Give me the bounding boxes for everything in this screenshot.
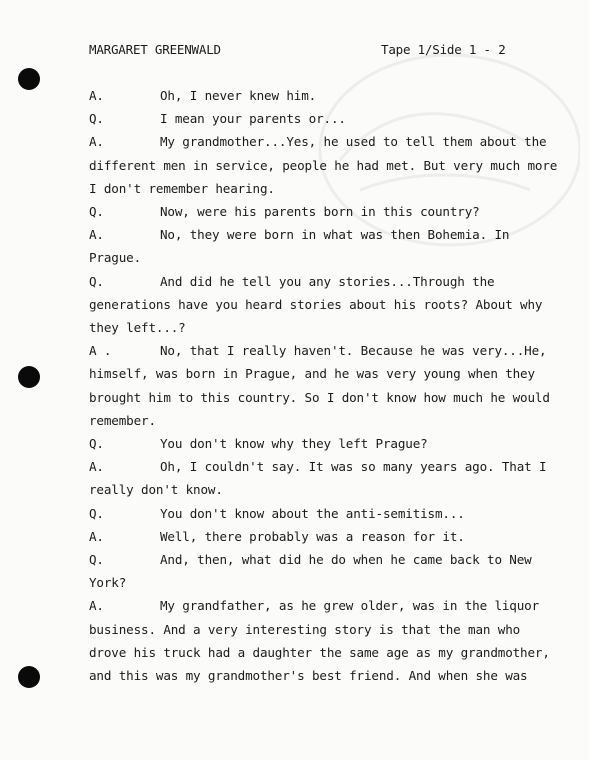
binder-hole-middle [18, 366, 40, 388]
paragraph-text: Oh, I couldn't say. It was so many years ago. That I really don't know. [89, 459, 547, 498]
speaker-label: A. [89, 227, 104, 243]
speaker-label: A . [89, 343, 112, 359]
speaker-label: Q. [89, 436, 104, 452]
transcript-paragraph [89, 130, 559, 200]
transcript-paragraph [89, 455, 559, 501]
speaker-label: A. [89, 134, 104, 150]
paragraph-text: Now, were his parents born in this country? [160, 204, 480, 220]
transcript-paragraph [89, 594, 559, 687]
speaker-label: A. [89, 88, 104, 103]
tape-side-label: Tape 1/Side 1 - 2 [381, 42, 506, 57]
transcript-paragraph [89, 548, 559, 594]
speaker-label: Q. [89, 505, 104, 521]
speaker-label: Q. [89, 552, 104, 568]
binder-hole-top [18, 68, 40, 90]
speaker-label: Q. [89, 273, 104, 289]
interviewee-name: MARGARET GREENWALD [89, 42, 221, 57]
transcript-paragraph [89, 270, 559, 340]
binder-hole-bottom [18, 666, 40, 688]
transcript-paragraph [89, 223, 559, 269]
paragraph-text: Well, there probably was a reason for it. [160, 528, 465, 544]
speaker-label: A. [89, 459, 104, 475]
paragraph-text: And, then, what did he do when he came back to New York? [89, 552, 532, 591]
speaker-label: Q. [89, 204, 104, 220]
transcript-paragraph [89, 200, 559, 223]
paragraph-text: No, that I really haven't. Because he was very...He, himself, was born in Prague, and he was very young when they brought him to this country. So I don't know how much he would remember. [89, 343, 550, 428]
paragraph-text: And did he tell you any stories...Through the generations have you heard stories about his roots? About why they left...? [89, 273, 543, 336]
paragraph-text: You don't know why they left Prague? [160, 436, 428, 452]
paragraph-text: Oh, I never knew him. [160, 88, 317, 103]
transcript-paragraph [89, 432, 559, 455]
speaker-label: Q. [89, 111, 104, 127]
transcript-body [89, 84, 559, 687]
transcript-paragraph [89, 525, 559, 548]
transcript-paragraph [89, 502, 559, 525]
paragraph-text: My grandmother...Yes, he used to tell them about the different men in service, people he had met. But very much more I don't remember hearing. [89, 134, 558, 196]
transcript-paragraph [89, 339, 559, 432]
paragraph-text: No, they were born in what was then Bohemia. In Prague. [89, 227, 510, 266]
transcript-paragraph [89, 84, 559, 107]
speaker-label: A. [89, 598, 104, 614]
paragraph-text: You don't know about the anti-semitism... [160, 505, 465, 521]
paragraph-text: I mean your parents or... [160, 111, 346, 127]
speaker-label: A. [89, 528, 104, 544]
transcript-paragraph [89, 107, 559, 130]
paragraph-text: My grandfather, as he grew older, was in the liquor business. And a very interesting story is that the man who drove his truck had a daughter the same age as my grandmother, and this was my grandmother's best friend. And when she was [89, 598, 550, 684]
